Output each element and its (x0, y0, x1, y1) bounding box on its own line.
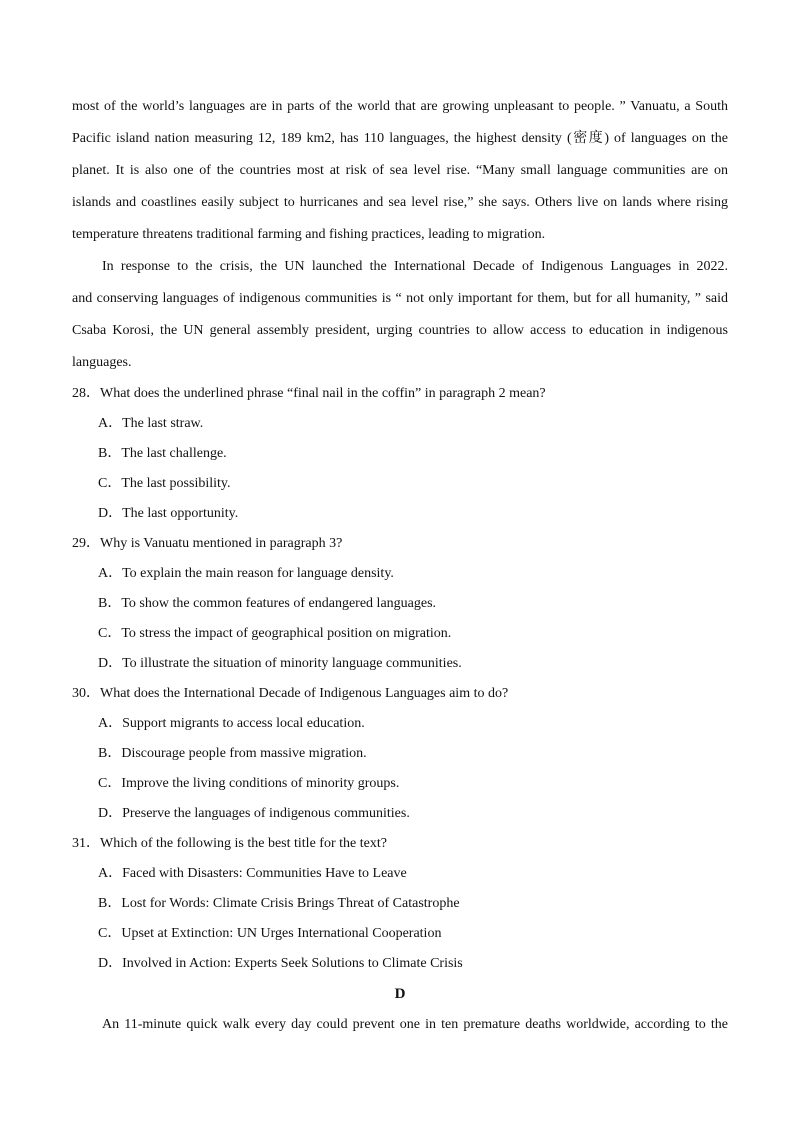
text-line: Csaba Korosi, the UN general assembly president, urging countries to allow access to education in indigenous (72, 323, 728, 338)
question-stem: 29．Why is Vanuatu mentioned in paragraph 3? (72, 536, 343, 551)
text-line: languages. (72, 355, 132, 370)
answer-option: B．To show the common features of endangered languages. (98, 596, 437, 611)
section-heading: D (394, 986, 406, 1002)
answer-option: B．Discourage people from massive migration. (98, 746, 367, 761)
document-page (72, 91, 728, 1041)
question-31 (72, 829, 728, 979)
question-stem: 31．Which of the following is the best title for the text? (72, 836, 387, 851)
question-28 (72, 379, 728, 529)
question-stem: 28．What does the underlined phrase “final nail in the coffin” in paragraph 2 mean? (72, 386, 546, 401)
answer-option: A．To explain the main reason for language density. (98, 566, 394, 581)
answer-option: C．Upset at Extinction: UN Urges International Cooperation (98, 926, 442, 941)
answer-option: A．The last straw. (98, 416, 204, 431)
text-line: planet. It is also one of the countries most at risk of sea level rise. “Many small language communities are on (72, 163, 728, 178)
paragraph-un-response (72, 251, 728, 379)
text-line: An 11-minute quick walk every day could prevent one in ten premature deaths worldwide, according to the (102, 1017, 728, 1032)
text-line: islands and coastlines easily subject to hurricanes and sea level rise,” she says. Others live on lands where rising (72, 195, 728, 210)
question-29 (72, 529, 728, 679)
text-line: In response to the crisis, the UN launched the International Decade of Indigenous Languages in 2022. (102, 259, 728, 274)
answer-option: B．Lost for Words: Climate Crisis Brings Threat of Catastrophe (98, 896, 460, 911)
text-line: Pacific island nation measuring 12, 189 km2, has 110 languages, the highest density (密度) of languages on the (72, 131, 728, 146)
text-line: and conserving languages of indigenous communities is “ not only important for them, but for all humanity, ” said (72, 291, 728, 306)
answer-option: C．Improve the living conditions of minority groups. (98, 776, 400, 791)
answer-option: D．Preserve the languages of indigenous communities. (98, 806, 410, 821)
answer-option: D．Involved in Action: Experts Seek Solutions to Climate Crisis (98, 956, 463, 971)
question-30 (72, 679, 728, 829)
answer-option: A．Faced with Disasters: Communities Have to Leave (98, 866, 407, 881)
answer-option: D．The last opportunity. (98, 506, 239, 521)
text-line: most of the world’s languages are in parts of the world that are growing unpleasant to people. ” Vanuatu, a South (72, 99, 728, 114)
answer-option: B．The last challenge. (98, 446, 227, 461)
text-line: temperature threatens traditional farming and fishing practices, leading to migration. (72, 227, 546, 242)
answer-option: D．To illustrate the situation of minority language communities. (98, 656, 462, 671)
answer-option: C．To stress the impact of geographical position on migration. (98, 626, 452, 641)
answer-option: C．The last possibility. (98, 476, 231, 491)
answer-option: A．Support migrants to access local education. (98, 716, 365, 731)
question-stem: 30．What does the International Decade of Indigenous Languages aim to do? (72, 686, 509, 701)
paragraph-continuation (72, 91, 728, 251)
